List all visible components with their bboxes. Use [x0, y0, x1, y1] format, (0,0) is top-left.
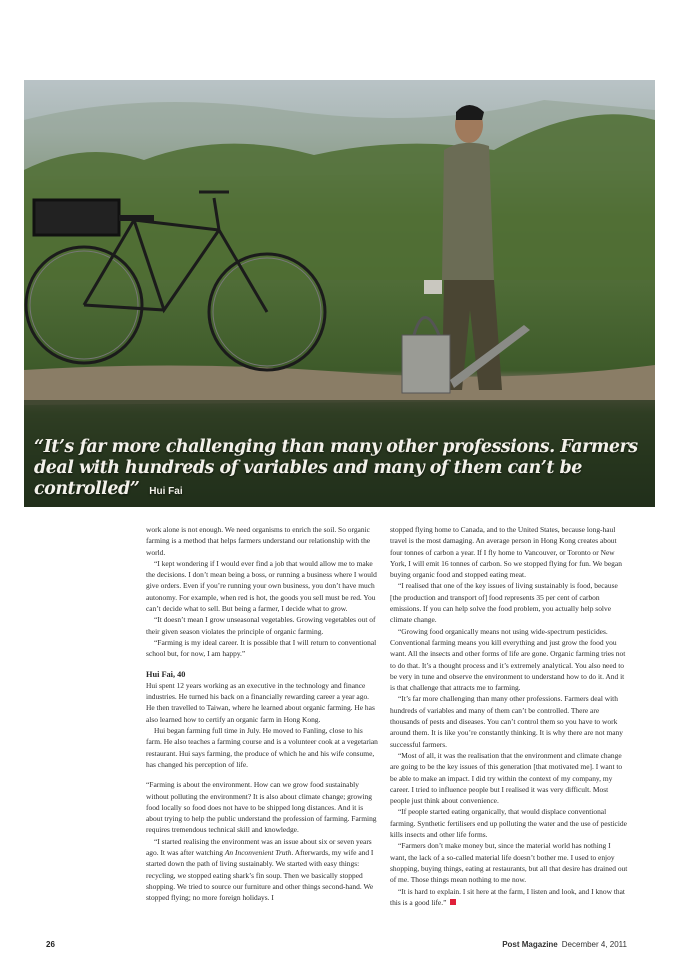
issue-date: December 4, 2011: [561, 940, 627, 949]
film-title: An Inconvenient Truth: [224, 848, 292, 858]
paragraph: “If people started eating organically, that would displace conventional farming. Synthetic fertilisers end up polluting the water and the use of pesticide kills insects and other life forms.: [390, 807, 627, 840]
text: . Afterwards, my wife and I started down the path of living sustainably. We started with easy things: recycling, we stopped eating shark’s fin soup. Then we basically stopped shopping. We tried to source our furniture and other things second-hand. We stopped flying; no more foreign holidays. I: [146, 848, 374, 903]
article-column-right: [390, 524, 628, 908]
article-column-left: [146, 524, 378, 904]
paragraph: “Farming is about the environment. How can we grow food sustainably without polluting the environment? It is also about climate change; growing food locally so food does not have to be shipped long distances. And it is about trying to help the public understand the profession of farming. Farming requires tremendous technical skill and knowledge.: [146, 780, 377, 835]
paragraph: “Farmers don’t make money but, since the material world has nothing I want, the lack of a so-called material life doesn’t bother me. I used to enjoy shopping, buying things, eating at restaurants, but all that desire has drained out of me. Those things mean nothing to me now.: [390, 841, 628, 885]
paragraph: work alone is not enough. We need organisms to enrich the soil. So organic farming is a method that helps farmers understand our relationship with the world.: [146, 525, 371, 557]
paragraph: “Most of all, it was the realisation that the environment and climate change are going to be the key issues of this generation [that motivated me]. I want to be able to make an impact. I did try within the context of my company, my career. I tried to influence people but I realised it was very difficult. Most people just think about convenience.: [390, 750, 623, 806]
pull-quote-attribution: Hui Fai: [149, 486, 183, 497]
paragraph: “I realised that one of the key issues of living sustainably is food, because [the production and transport of] food represents 35 per cent of carbon emissions. If you can help solve the food problem, you actually help solve climate change.: [390, 581, 618, 625]
paragraph: “It doesn’t mean I grow unseasonal vegetables. Growing vegetables out of their given season violates the principle of organic farming.: [146, 615, 376, 636]
publication-name: Post Magazine: [502, 940, 558, 949]
paragraph: Hui began farming full time in July. He moved to Fanling, close to his farm. He also teaches a farming course and is a volunteer cook at a vegetarian restaurant. Hui says farming, the produce of which he and his wife consume, has changed his perception of life.: [146, 726, 378, 769]
paragraph: “I kept wondering if I would ever find a job that would allow me to make the decisions. I don’t mean being a boss, or running a business where I would give orders. Even if you’re running your own business, you don’t have much autonomy. For example, when red is hot, the goods you sell must be red. You can’t decide what to sell. But being a farmer, I decide what to grow.: [146, 558, 377, 614]
page-number: 26: [46, 940, 55, 949]
end-mark-icon: [450, 899, 456, 905]
stone-wall: [24, 365, 655, 405]
paragraph: “It’s far more challenging than many other professions. Farmers deal with hundreds of variables and many of them can’t be controlled. There are thousands of pests and diseases. You can’t control them so you have to work around them. It is like you’re constantly thinking. It is why there are not many successful farmers.: [390, 694, 623, 749]
paragraph: stopped flying home to Canada, and to the United States, because long-haul travel is the most damaging. An average person in Hong Kong creates about four tonnes of carbon a year. If I fly home to Vancouver, or Toronto or New York, I will emit 16 tonnes of carbon. So we stopped flying for fun. We began buying organic food and stopped eating meat.: [390, 525, 622, 580]
text: “It is hard to explain. I sit here at the farm, I listen and look, and I know that this is a good life.”: [390, 886, 625, 907]
paragraph: [390, 886, 628, 909]
subhead-hui-fai: Hui Fai, 40: [146, 669, 186, 679]
paragraph: Hui spent 12 years working as an executive in the technology and finance industries. He turned his back on a financially rewarding career a year ago. He then travelled to Taiwan, where he learned about organic farming. He has also learned how to certify an organic farm in Hong Kong.: [146, 680, 375, 724]
paragraph: “Growing food organically means not using wide-spectrum pesticides. Conventional farming means you kill everything and just grow the food you want. All the insects and other forms of life are gone. Organic farming tries not to do that. It’s a thought process and it’s extremely analytical. You also need to be very in tune and observe the environment to understand how to do it. And it is that challenge that attracts me to farming.: [390, 626, 626, 693]
pull-quote: [34, 437, 649, 502]
pull-quote-text: “It’s far more challenging than many other professions. Farmers deal with hundreds of variables and many of them can’t be controlled”: [34, 437, 638, 499]
paragraph: “Farming is my ideal career. It is possible that I will return to conventional school but, for now, I am happy.”: [146, 637, 377, 659]
running-footer: [502, 940, 627, 950]
paragraph: [146, 836, 378, 904]
text: “I started realising the environment was an issue about six or seven years ago. It was after watching: [146, 836, 372, 858]
